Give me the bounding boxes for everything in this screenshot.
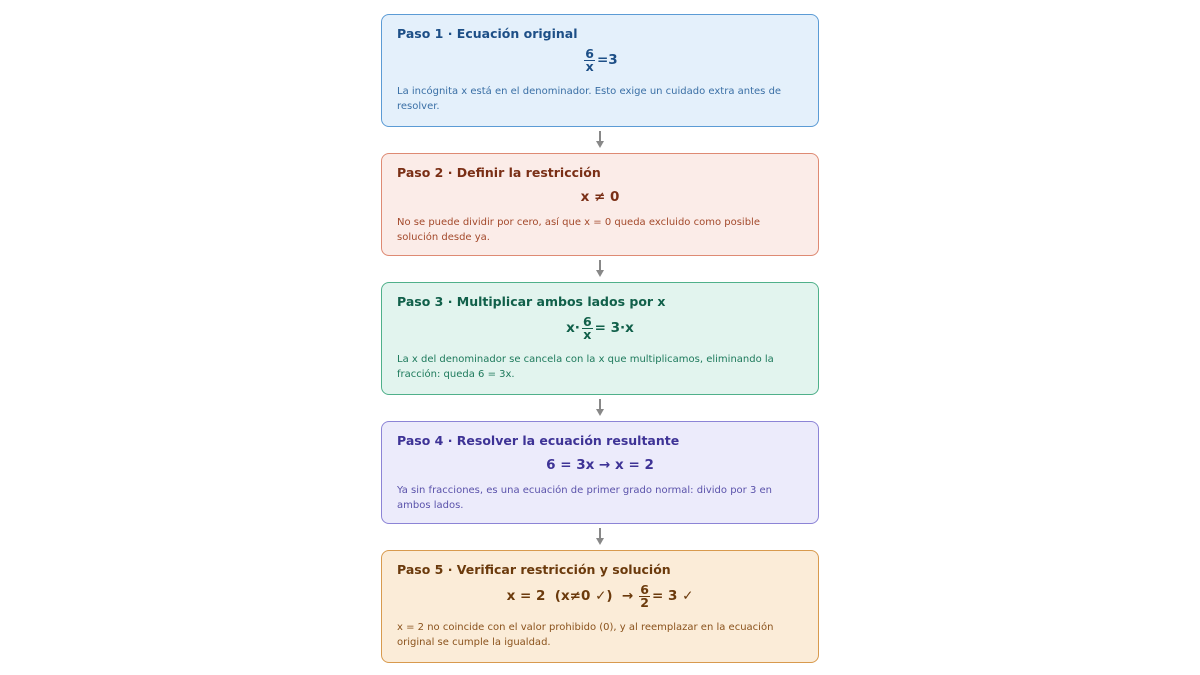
fraction [582, 313, 593, 342]
step-1-card [381, 14, 819, 127]
step-5-equation [397, 581, 803, 611]
step-4-title: Paso 4 · Resolver la ecuación resultante [397, 433, 680, 448]
equation-rhs: = 3·x [594, 320, 634, 336]
step-5-card [381, 550, 819, 663]
step-2-equation [397, 187, 803, 207]
step-3-equation [397, 313, 803, 343]
fraction-numerator: 6 [585, 45, 594, 61]
step-4-card [381, 421, 819, 524]
fraction-numerator: 6 [582, 313, 592, 329]
step-5-title: Paso 5 · Verificar restricción y solución [397, 562, 671, 577]
step-3-card [381, 282, 819, 395]
step-3-description: La x del denominador se cancela con la x que multiplicamos, eliminando la fracción: queda 6 = 3x. [397, 354, 774, 380]
equation-rhs: = 3 ✓ [651, 588, 694, 604]
step-4-description: Ya sin fracciones, es una ecuación de primer grado normal: divido por 3 en ambos lados. [397, 485, 772, 511]
equation-text: 6 = 3x → x = 2 [546, 457, 654, 473]
fraction [639, 581, 650, 610]
down-arrow-icon [381, 395, 819, 421]
step-5-description: x = 2 no coincide con el valor prohibido (0), y al reemplazar en la ecuación original se cumple la igualdad. [397, 622, 774, 648]
fraction [584, 45, 595, 74]
steps-flowchart [381, 14, 819, 663]
step-2-card [381, 153, 819, 256]
step-3-title: Paso 3 · Multiplicar ambos lados por x [397, 294, 666, 309]
equation-text: x ≠ 0 [580, 189, 620, 205]
step-2-description: No se puede dividir por cero, así que x = 0 queda excluido como posible solución desde ya. [397, 217, 760, 243]
fraction-numerator: 6 [640, 581, 649, 597]
step-1-title: Paso 1 · Ecuación original [397, 26, 578, 41]
down-arrow-icon [381, 256, 819, 282]
fraction-denominator: 2 [640, 594, 649, 610]
fraction-denominator: x [583, 326, 592, 342]
step-4-equation [397, 455, 803, 475]
equation-rhs: =3 [596, 52, 618, 68]
step-1-equation [397, 45, 803, 75]
equation-lhs: x = 2 (x≠0 ✓) → [506, 588, 634, 604]
down-arrow-icon [381, 127, 819, 153]
step-2-title: Paso 2 · Definir la restricción [397, 165, 601, 180]
fraction-denominator: x [585, 58, 594, 74]
step-1-description: La incógnita x está en el denominador. Esto exige un cuidado extra antes de resolver. [397, 86, 782, 112]
equation-lhs: x· [566, 320, 580, 336]
down-arrow-icon [381, 524, 819, 550]
